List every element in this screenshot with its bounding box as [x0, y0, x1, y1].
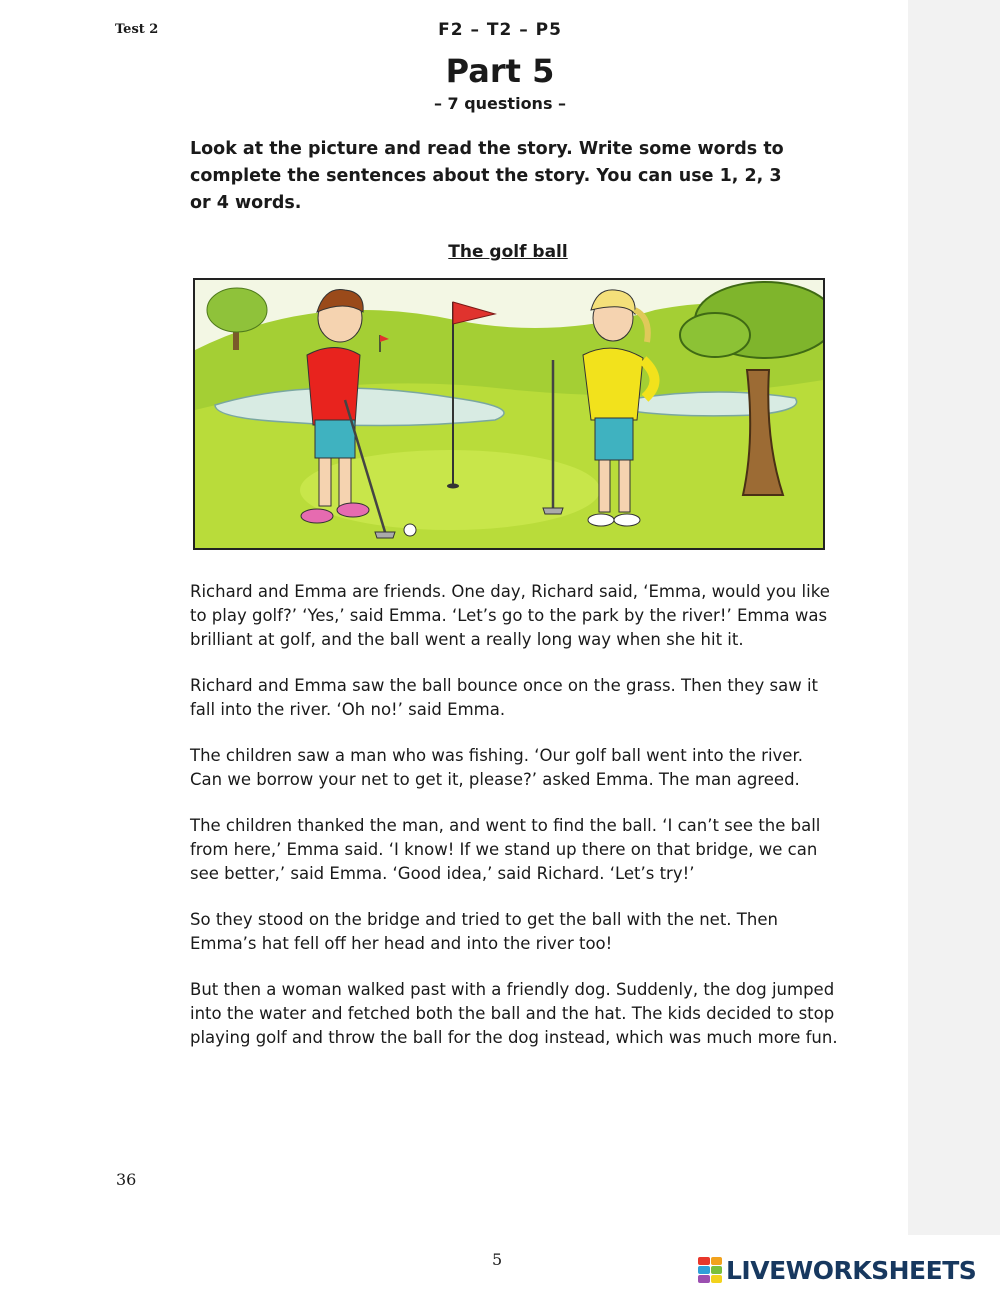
story-text [190, 580, 840, 1072]
story-paragraph: But then a woman walked past with a friendly dog. Suddenly, the dog jumped into the water and fetched both the ball and the hat. The kids decided to stop playing golf and throw the ball for the dog instead, which was much more fun. [190, 980, 838, 1047]
story-paragraph: Richard and Emma saw the ball bounce once on the grass. Then they saw it fall into the river. ‘Oh no!’ said Emma. [190, 676, 819, 719]
liveworksheets-wordmark: LIVEWORKSHEETS [726, 1255, 977, 1285]
story-title: The golf ball [448, 242, 568, 262]
liveworksheets-logo[interactable] [698, 1252, 976, 1288]
story-paragraph: So they stood on the bridge and tried to get the ball with the net. Then Emma’s hat fell off her head and into the river too! [190, 910, 778, 953]
story-paragraph: Richard and Emma are friends. One day, Richard said, ‘Emma, would you like to play golf?’ ‘Yes,’ said Emma. ‘Let’s go to the park by the river!’ Emma was brilliant at golf, and the ball went a really long way when she hit it. [190, 582, 830, 649]
golf-illustration [193, 278, 825, 550]
golf-scene [195, 280, 823, 548]
question-count: – 7 questions – [433, 94, 567, 113]
part-title: Part 5 [445, 52, 555, 90]
page-number: 5 [492, 1250, 503, 1269]
book-page-number: 36 [116, 1170, 137, 1189]
page-margin-strip [908, 0, 1000, 1235]
instructions: Look at the picture and read the story. Write some words to complete the sentences about the story. You can use 1, 2, 3 or 4 words. [190, 139, 784, 213]
golf-ball [404, 524, 416, 536]
test-label: Test 2 [115, 22, 159, 37]
story-paragraph: The children thanked the man, and went to find the ball. ‘I can’t see the ball from here,’ Emma said. ‘I know! If we stand up there on that bridge, we can see better,’ said Emma. ‘Good idea,’ said Richard. ‘Let’s try!’ [190, 816, 821, 883]
story-paragraph: The children saw a man who was fishing. ‘Our golf ball went into the river. Can we borrow your net to get it, please?’ asked Emma. The man agreed. [190, 746, 803, 789]
liveworksheets-icon [698, 1257, 722, 1283]
worksheet-code: F2 – T2 – P5 [438, 20, 562, 40]
